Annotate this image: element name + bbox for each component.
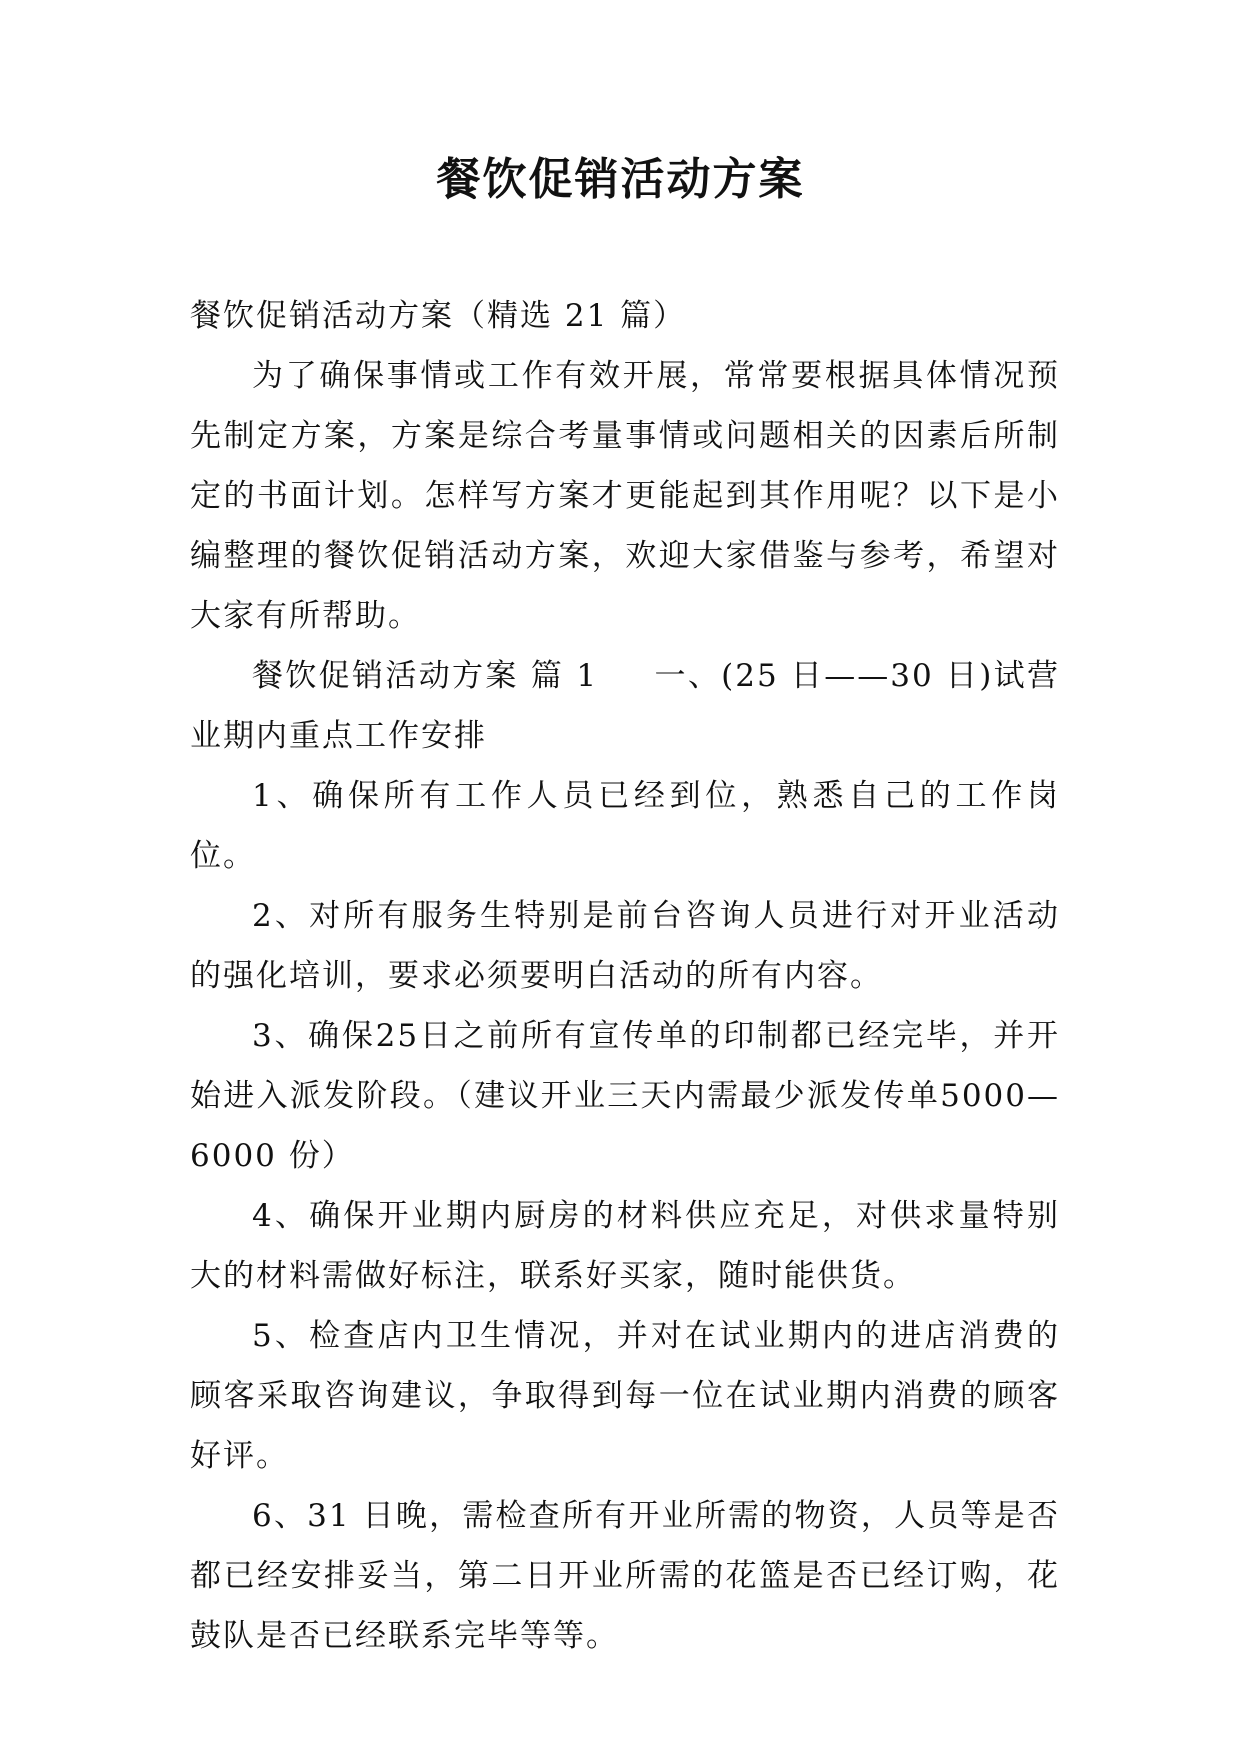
section-heading: 一、(25 日——30 日)试营业期内重点工作安排 [190,658,1060,754]
list-item-6: 6、31 日晚，需检查所有开业所需的物资，人员等是否都已经安排妥当，第二日开业所需的花篮是否已经订购，花鼓队是否已经联系完毕等等。 [190,1498,1060,1654]
section-header [190,646,1060,766]
list-item-4: 4、确保开业期内厨房的材料供应充足，对供求量特别大的材料需做好标注，联系好买家，随时能供货。 [190,1198,1060,1294]
list-item-5: 5、检查店内卫生情况，并对在试业期内的进店消费的顾客采取咨询建议，争取得到每一位在试业期内消费的顾客好评。 [190,1318,1060,1474]
intro-paragraph: 为了确保事情或工作有效开展，常常要根据具体情况预先制定方案，方案是综合考量事情或问题相关的因素后所制定的书面计划。怎样写方案才更能起到其作用呢？以下是小编整理的餐饮促销活动方案，欢迎大家借鉴与参考，希望对大家有所帮助。 [190,358,1060,634]
list-item-3: 3、确保25日之前所有宣传单的印制都已经完毕，并开始进入派发阶段。（建议开业三天内需最少派发传单5000—6000 份） [190,1018,1060,1174]
list-item-1: 1、确保所有工作人员已经到位，熟悉自己的工作岗位。 [190,778,1060,874]
document-body [190,286,1060,1666]
list-item-2: 2、对所有服务生特别是前台咨询人员进行对开业活动的强化培训，要求必须要明白活动的所有内容。 [190,898,1060,994]
document-subtitle: 餐饮促销活动方案（精选 21 篇） [190,298,687,334]
section-label: 餐饮促销活动方案 篇 1 [252,658,599,694]
document-title: 餐饮促销活动方案 [436,154,805,205]
